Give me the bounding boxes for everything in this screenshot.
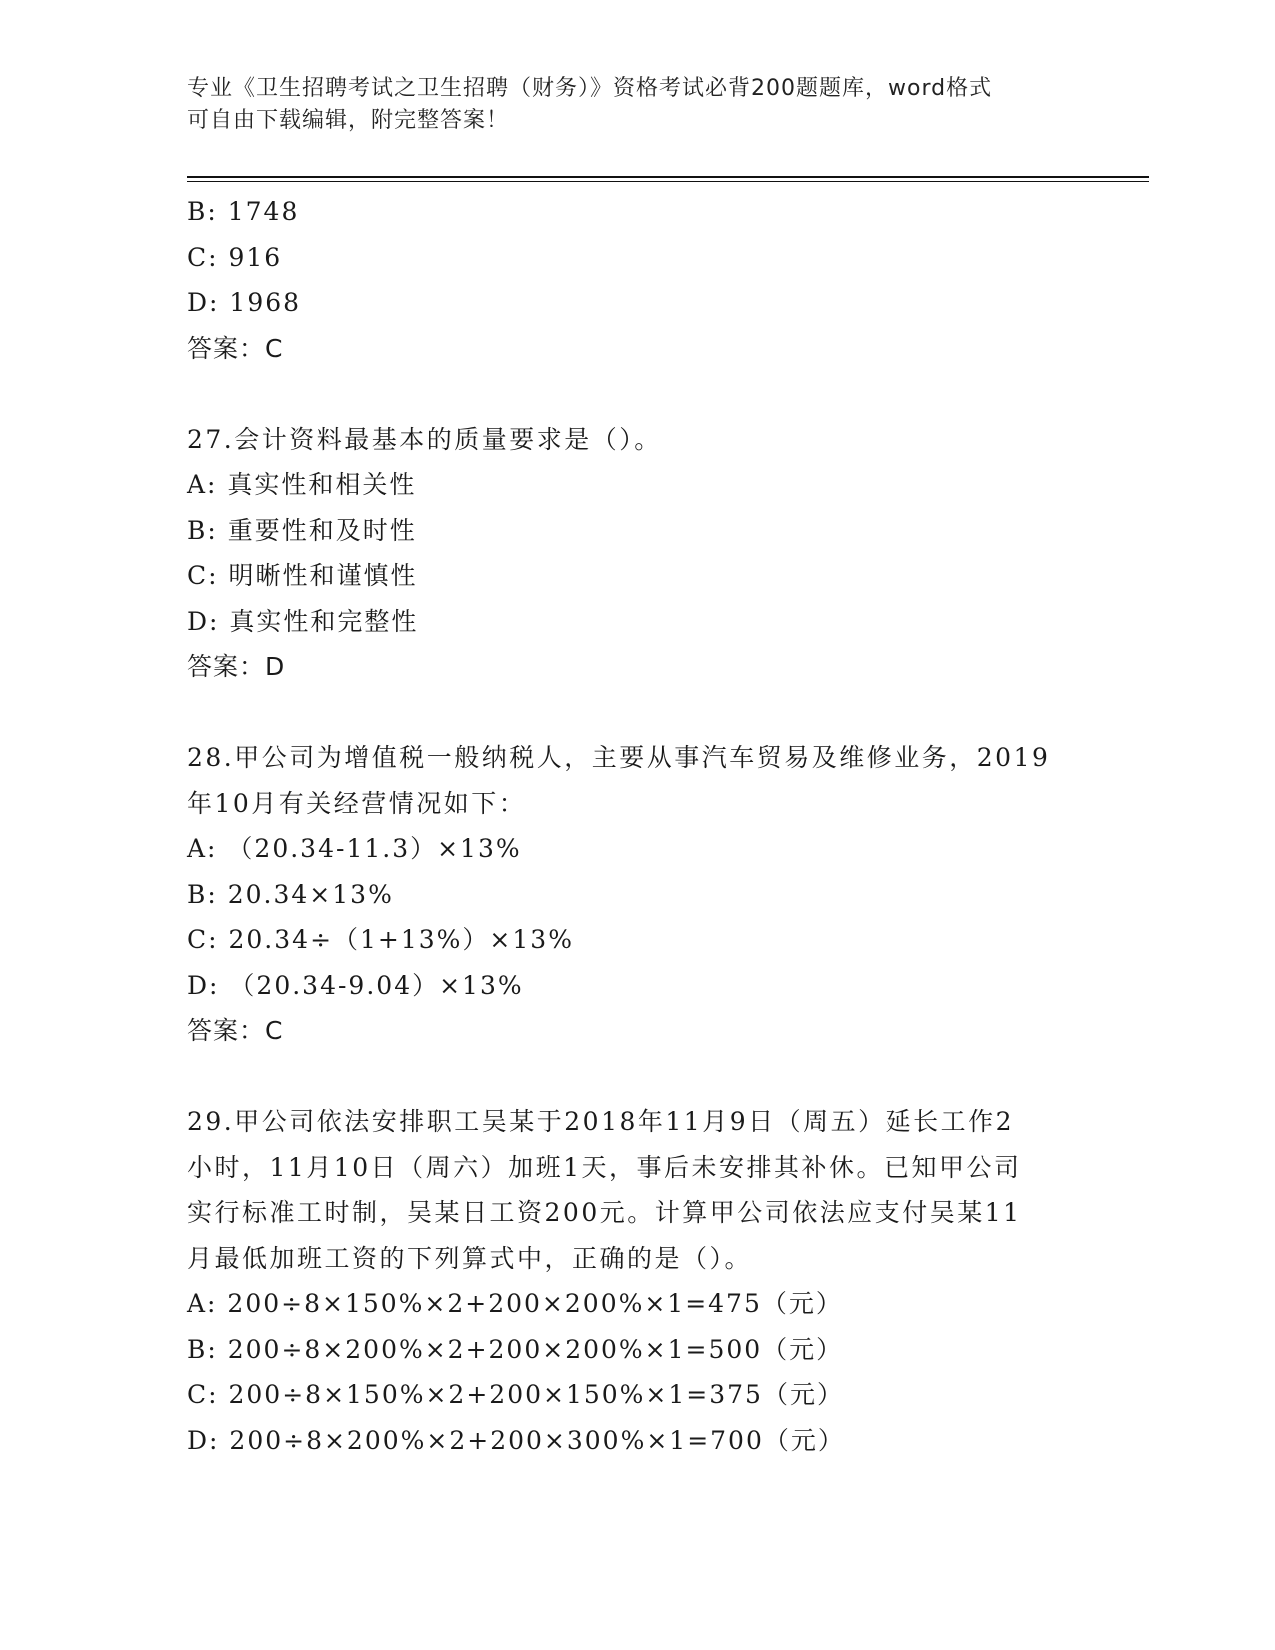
- spacer: [187, 690, 1087, 736]
- option-d: D: 真实性和完整性: [187, 606, 419, 636]
- question-28: [187, 735, 1087, 1054]
- spacer: [187, 371, 1087, 417]
- question-content: [187, 189, 1087, 1463]
- answer-label: 答案：C: [187, 333, 284, 363]
- answer-label: 答案：C: [187, 1016, 284, 1045]
- option-a: A: 200÷8×150%×2+200×200%×1=475（元）: [187, 1289, 843, 1318]
- question-stem: [187, 1099, 1087, 1281]
- header-title-line-2: 可自由下载编辑，附完整答案！: [187, 108, 510, 133]
- question-stem-line: 小时，11月10日（周六）加班1天，事后未安排其补休。已知甲公司: [187, 1152, 1022, 1182]
- question-29: [187, 1099, 1087, 1463]
- option-a: A: 真实性和相关性: [187, 470, 417, 499]
- option-b: B: 1748: [187, 197, 300, 226]
- question-stem-line: 实行标准工时制，吴某日工资200元。计算甲公司依法应支付吴某11: [187, 1198, 1022, 1227]
- option-c: C: 916: [187, 242, 283, 272]
- option-c: C: 20.34÷（1+13%）×13%: [187, 925, 574, 954]
- question-stem: [187, 417, 1087, 463]
- question-stem-line: 27.会计资料最基本的质量要求是（）。: [187, 424, 662, 454]
- option-a: A: （20.34-11.3）×13%: [187, 834, 522, 863]
- option-d: D: 200÷8×200%×2+200×300%×1=700（元）: [187, 1425, 845, 1455]
- question-stem: [187, 735, 1087, 826]
- answer-label: 答案：D: [187, 652, 286, 681]
- option-c: C: 明晰性和谨慎性: [187, 561, 418, 590]
- question-stem-line: 月最低加班工资的下列算式中，正确的是（）。: [187, 1243, 753, 1273]
- document-header: [187, 73, 1087, 137]
- option-b: B: 重要性和及时性: [187, 515, 417, 545]
- option-c: C: 200÷8×150%×2+200×150%×1=375（元）: [187, 1380, 844, 1409]
- spacer: [187, 1054, 1087, 1100]
- question-26-tail: [187, 189, 1087, 371]
- option-d: D: 1968: [187, 288, 302, 317]
- header-title-line-1: 专业《卫生招聘考试之卫生招聘（财务）》资格考试必背200题题库，word格式: [187, 76, 993, 101]
- header-divider-thin: [187, 181, 1149, 182]
- question-stem-line: 28.甲公司为增值税一般纳税人，主要从事汽车贸易及维修业务，2019: [187, 743, 1051, 772]
- option-b: B: 20.34×13%: [187, 879, 394, 909]
- header-divider-thick: [187, 176, 1149, 178]
- question-stem-line: 年10月有关经营情况如下：: [187, 788, 527, 818]
- question-27: [187, 417, 1087, 690]
- option-d: D: （20.34-9.04）×13%: [187, 970, 524, 1000]
- option-b: B: 200÷8×200%×2+200×200%×1=500（元）: [187, 1334, 844, 1364]
- question-stem-line: 29.甲公司依法安排职工吴某于2018年11月9日（周五）延长工作2: [187, 1107, 1015, 1136]
